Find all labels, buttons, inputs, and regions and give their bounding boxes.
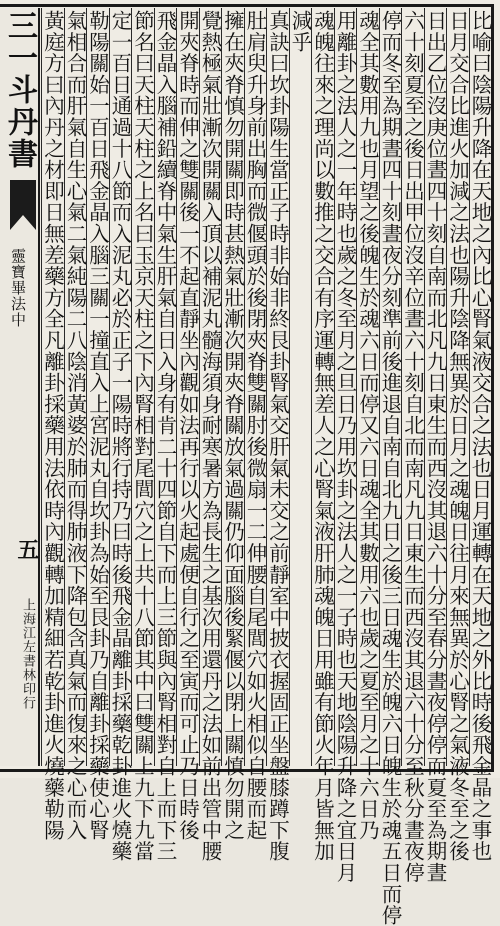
text-column: 定一百日通過十八節而入泥丸必於正子一陽時將行持乃曰時後飛金晶離卦採藥乾卦進火燒藥 <box>108 10 132 862</box>
text-column: 氣相合而肝氣自生心氣二氣純陽二八陰消黃婆於肺而得肺液下降包含真氣而復來之心而入 <box>63 10 87 841</box>
text-column: 飛金晶入腦補鉛續脊中氣生肝氣自日入身有肯二十四節自下而上三節與內腎相對自上而下三 <box>153 10 177 862</box>
publisher-mark: 上海江左書林印行 <box>20 598 35 710</box>
text-column: 魂全其數用九也月望之後魄生於魂六日而停又六日魂全其數用六也歲之夏至月之十六日乃 <box>355 10 380 841</box>
text-column: 真訣曰坎卦陽生當正子時非始非終艮卦腎氣交肝氣未交之前靜室中披衣握固正坐盤膝蹲下腹 <box>265 10 290 862</box>
text-column: 節名曰天柱天柱之上名曰玉京天柱之下內腎相對尾閭穴之上共十八節其中曰雙關上九下九當 <box>130 10 155 862</box>
text-column: 六十刻夏至之後日出甲位沒辛位晝六十刻自北而南凡九日東生而西沒其退六十分至秋分晝夜停 <box>400 10 425 884</box>
text-column: 停而冬至為期晝四十刻晝夜分刻準前後進退自南自北九日之後三日魂生於魄六日魄生於魂五日而停 <box>378 10 402 926</box>
page-margin-strip <box>0 8 40 766</box>
text-column: 肚肩臾升身前出胸而微偃頭於後閉夾脊雙關肘後微扇一二伸腰自尾閭穴如火相似自腰而起 <box>243 10 267 841</box>
text-column: 覺熱極氣壯漸次開關入頂以補泥丸髓海須身耐寒暑方為長生之基次用還丹之法如前出管中腰 <box>198 10 222 862</box>
text-column: 黃庭方曰內丹之材即日無差藥方全凡離卦採藥用法依時內觀轉加精細若乾卦進火燒藥勒陽 <box>40 10 65 841</box>
book-title: 三一斗丹書 <box>2 10 37 170</box>
text-column: 擁在夾脊慎勿開關即時甚熱氣壯漸次開夾脊關放氣過關仍仰面腦後緊偃以閉上關慎勿開之 <box>220 10 245 841</box>
text-column: 魂魄往來之理尚以數推之交合有序運轉無差人之心腎氣液肝肺魂魄日用雖有節火年月皆無加 <box>310 10 335 862</box>
fish-tail-ornament <box>10 180 36 230</box>
text-column: 開夾脊時而伸之雙關後一不起直靜坐內觀如法再行以火起處便自行之至寅而可止乃日時後 <box>175 10 200 841</box>
page-number: 五 <box>14 538 40 560</box>
text-column: 勒陽關始一百日飛金晶入腦三關一撞直入上宮泥丸自坎卦為始至艮卦乃自離卦採藥使心腎 <box>85 10 110 841</box>
text-column: 比喻曰陰陽升降在天地之內比心腎氣液交合之法也日月運轉在天地之外比時後飛金晶之事也 <box>468 10 492 862</box>
chapter-title: 靈寶畢法中 <box>9 248 27 328</box>
text-column: 日月交合比進火加減之法也陽升陰降無異於日月之魂魄日往月來無異於心腎之氣液冬至之後 <box>445 10 470 862</box>
text-column: 日出乙位沒庚位晝四十刻自南而北凡九日東生而西沒其退六十分至春分晝夜停停而夏至為期晝 <box>423 10 447 884</box>
text-body <box>40 8 492 926</box>
text-column: 減乎 <box>289 8 312 766</box>
text-column: 用離卦之法人之一年時也歲之冬至月之旦日乃用坎卦之法人之一子時也天地陰陽升降之宜日月 <box>333 10 357 884</box>
